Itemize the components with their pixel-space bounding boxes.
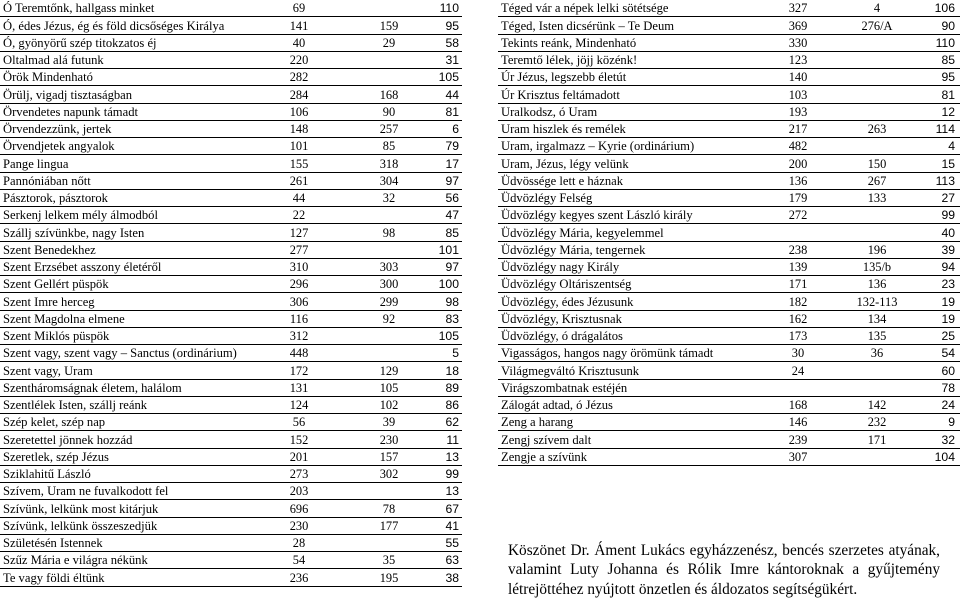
hymn-number-primary: 106: [289, 104, 309, 119]
page-number: 40: [941, 225, 955, 240]
index-row: [0, 190, 462, 207]
index-row: [0, 552, 462, 569]
index-row: [0, 380, 462, 397]
hymn-number-secondary: 300: [379, 277, 399, 292]
hymn-number-secondary: 136: [867, 277, 887, 292]
hymn-number-primary: 172: [289, 363, 309, 378]
hymn-number-secondary: 168: [379, 87, 399, 102]
index-row: [0, 483, 462, 500]
hymn-title: Szívünk, lelkünk most kitárjuk: [3, 501, 159, 516]
index-row: [0, 466, 462, 483]
hymn-title: Szent Miklós püspök: [3, 329, 110, 343]
page-number: 62: [445, 415, 459, 430]
index-row: [0, 500, 462, 517]
hymn-title: Szívünk, lelkünk összeszedjük: [3, 518, 158, 533]
page-number: 105: [438, 70, 459, 85]
hymn-number-secondary: 318: [379, 156, 399, 171]
hymn-title: Szent Benedekhez: [3, 242, 96, 257]
hymn-title: Szent Gellért püspök: [3, 277, 109, 292]
index-row: [498, 173, 960, 190]
index-row: [498, 224, 960, 241]
index-row: [0, 173, 462, 190]
hymn-number-secondary: 135/b: [862, 260, 892, 274]
hymn-title: Tekints reánk, Mindenható: [501, 35, 637, 50]
page-number: 11: [446, 432, 459, 447]
hymn-number-primary: 369: [788, 18, 808, 33]
hymn-title: Vigasságos, hangos nagy örömünk támadt: [501, 346, 714, 361]
index-row: [498, 276, 960, 293]
page-number: 4: [948, 139, 955, 154]
index-row: [0, 414, 462, 431]
hymn-number-primary: 127: [289, 225, 309, 240]
index-row: [498, 293, 960, 310]
page-number: 90: [941, 18, 955, 33]
hymn-title: Szállj szívünkbe, nagy Isten: [3, 225, 145, 240]
hymn-number-primary: 139: [788, 260, 808, 274]
hymn-number-primary: 284: [289, 87, 309, 102]
hymn-number-primary: 152: [289, 432, 309, 447]
hymn-title: Teremtő lélek, jöjj közénk!: [501, 53, 638, 67]
index-row: [0, 328, 462, 345]
index-row: [0, 293, 462, 310]
hymn-title: Örülj, vigadj tisztaságban: [3, 87, 133, 102]
index-row: [498, 242, 960, 259]
hymn-number-primary: 448: [289, 346, 309, 361]
hymn-title: Uralkodsz, ó Uram: [501, 104, 598, 119]
page-number: 25: [941, 329, 955, 343]
hymn-number-primary: 123: [788, 53, 808, 67]
hymn-number-primary: 239: [788, 432, 808, 447]
index-row: [0, 0, 462, 17]
hymn-number-primary: 272: [788, 208, 808, 223]
index-row: [498, 414, 960, 431]
page-number: 41: [445, 518, 459, 533]
index-row: [0, 138, 462, 155]
hymn-title: Pange lingua: [3, 156, 69, 171]
hymn-number-secondary: 36: [870, 346, 884, 361]
hymn-title: Üdvözlégy Felség: [501, 191, 593, 205]
index-row: [0, 449, 462, 466]
hymn-number-primary: 306: [289, 294, 309, 309]
hymn-number-primary: 179: [788, 191, 808, 205]
hymn-title: Szent Imre herceg: [3, 294, 95, 309]
hymn-number-primary: 296: [289, 277, 309, 292]
index-row: [0, 276, 462, 293]
hymn-number-primary: 101: [289, 139, 309, 154]
hymn-number-primary: 141: [289, 18, 309, 33]
index-row: [498, 190, 960, 207]
hymn-number-primary: 171: [788, 277, 808, 292]
hymn-number-primary: 155: [289, 156, 309, 171]
hymn-title: Üdvözlégy Mária, tengernek: [501, 242, 646, 257]
index-row: [0, 259, 462, 276]
page-number: 97: [445, 173, 459, 188]
hymn-number-primary: 220: [289, 53, 309, 67]
hymn-title: Zeng a harang: [501, 415, 574, 430]
page-number: 100: [438, 277, 459, 292]
index-row: [0, 311, 462, 328]
hymn-number-primary: 103: [788, 87, 808, 102]
page-number: 86: [445, 398, 459, 412]
hymn-number-primary: 148: [289, 122, 309, 136]
hymn-title: Uram, irgalmazz – Kyrie (ordinárium): [501, 139, 695, 154]
hymn-number-primary: 28: [292, 536, 306, 550]
hymn-title: Uram hiszlek és remélek: [501, 122, 626, 136]
hymn-number-primary: 146: [788, 415, 808, 430]
page-number: 27: [941, 191, 955, 205]
page-number: 99: [445, 467, 459, 481]
index-row: [498, 380, 960, 397]
hymn-number-secondary: 177: [379, 518, 399, 533]
page-number: 6: [452, 122, 459, 136]
page-number: 110: [439, 1, 459, 16]
hymn-number-primary: 282: [289, 70, 309, 85]
index-row: [0, 121, 462, 138]
page-number: 55: [445, 536, 459, 550]
hymn-title: Szűz Mária e világra nékünk: [3, 553, 148, 568]
page-number: 79: [445, 139, 459, 154]
hymn-number-primary: 173: [788, 329, 808, 343]
hymn-number-primary: 261: [289, 173, 309, 188]
index-column-right: [498, 0, 960, 466]
index-row: [0, 104, 462, 121]
page-number: 113: [935, 173, 955, 188]
hymn-number-primary: 69: [292, 1, 306, 16]
page-number: 89: [445, 380, 459, 395]
page-number: 39: [941, 242, 955, 257]
page-number: 63: [445, 553, 459, 568]
hymn-title: Örvendetes napunk támadt: [3, 104, 138, 119]
page-number: 104: [934, 449, 955, 464]
page-number: 31: [445, 53, 459, 67]
hymn-title: Téged vár a népek lelki sötétsége: [501, 1, 669, 16]
index-row: [498, 259, 960, 276]
hymn-number-secondary: 196: [867, 242, 887, 257]
hymn-title: Szent vagy, szent vagy – Sanctus (ordinárium): [3, 346, 237, 361]
hymn-number-primary: 24: [791, 363, 805, 378]
index-row: [0, 52, 462, 69]
hymn-title: Születésén Istennek: [3, 536, 103, 550]
hymn-title: Úr Jézus, legszebb életút: [501, 70, 627, 85]
page-number: 58: [445, 35, 459, 50]
hymn-number-primary: 230: [289, 518, 309, 533]
page-number: 54: [941, 346, 955, 361]
hymn-title: Ó, gyönyörű szép titokzatos éj: [3, 35, 157, 50]
hymn-number-secondary: 230: [379, 432, 399, 447]
hymn-number-primary: 312: [289, 329, 309, 343]
hymn-title: Üdvössége lett e háznak: [501, 173, 624, 188]
hymn-number-secondary: 171: [867, 432, 887, 447]
page-number: 23: [941, 277, 955, 292]
page-number: 13: [445, 449, 459, 464]
hymn-title: Üdvözlégy nagy Király: [501, 260, 620, 274]
hymn-number-secondary: 133: [867, 191, 887, 205]
hymn-number-primary: 56: [292, 415, 306, 430]
index-row: [0, 35, 462, 52]
hymn-number-primary: 217: [788, 122, 808, 136]
page-number: 114: [935, 122, 955, 136]
index-row: [0, 362, 462, 379]
index-row: [498, 328, 960, 345]
page-number: 85: [941, 53, 955, 67]
index-row: [0, 155, 462, 172]
hymn-number-secondary: 132-113: [856, 294, 898, 309]
hymn-number-primary: 30: [791, 346, 805, 361]
hymn-number-primary: 330: [788, 35, 808, 50]
index-row: [498, 449, 960, 466]
hymn-number-secondary: 98: [382, 225, 396, 240]
page-number: 106: [934, 1, 955, 16]
hymn-number-secondary: 232: [867, 415, 887, 430]
index-row: [498, 207, 960, 224]
page-number: 85: [445, 225, 459, 240]
index-row: [498, 311, 960, 328]
hymn-number-primary: 124: [289, 398, 309, 412]
index-row: [0, 242, 462, 259]
page-number: 60: [941, 363, 955, 378]
hymn-number-secondary: 102: [379, 398, 399, 412]
hymn-title: Üdvözlégy Oltáriszentség: [501, 277, 632, 292]
index-row: [498, 345, 960, 362]
hymn-title: Szép kelet, szép nap: [3, 415, 106, 430]
hymn-number-secondary: 304: [379, 173, 399, 188]
hymn-number-primary: 277: [289, 242, 309, 257]
index-row: [498, 35, 960, 52]
page-number: 83: [445, 311, 459, 326]
index-row: [498, 86, 960, 103]
hymn-number-primary: 273: [289, 467, 309, 481]
index-row: [0, 17, 462, 34]
hymn-title: Serkenj lelkem mély álmodból: [3, 208, 158, 223]
page-number: 17: [445, 156, 459, 171]
hymn-title: Úr Krisztus feltámadott: [501, 87, 620, 102]
index-row: [0, 207, 462, 224]
hymn-number-secondary: 4: [873, 1, 881, 16]
page-number: 15: [941, 156, 955, 171]
hymn-number-secondary: 159: [379, 18, 399, 33]
hymn-number-primary: 696: [289, 501, 309, 516]
hymn-number-primary: 54: [292, 553, 306, 568]
hymn-title: Pásztorok, pásztorok: [3, 191, 108, 205]
hymn-number-secondary: 195: [379, 570, 399, 585]
hymn-number-secondary: 257: [379, 122, 399, 136]
hymn-number-secondary: 142: [867, 398, 887, 412]
hymn-title: Ó Teremtőnk, hallgass minket: [3, 1, 155, 16]
hymn-title: Ó, édes Jézus, ég és föld dicsőséges Királya: [3, 18, 225, 33]
hymn-title: Szent Magdolna elmene: [3, 311, 125, 326]
page-number: 81: [941, 87, 955, 102]
hymn-number-secondary: 105: [379, 380, 399, 395]
page-number: 97: [445, 260, 459, 274]
hymn-title: Szeretlek, szép Jézus: [3, 449, 109, 464]
hymn-number-secondary: 157: [379, 449, 399, 464]
hymn-number-secondary: 299: [379, 294, 399, 309]
hymn-title: Üdvözlégy Mária, kegyelemmel: [501, 225, 664, 240]
hymn-title: Téged, Isten dicsérünk – Te Deum: [501, 18, 675, 33]
page-number: 24: [941, 398, 955, 412]
page-number: 95: [941, 70, 955, 85]
hymn-title: Zengje a szívünk: [501, 449, 588, 464]
index-row: [0, 569, 462, 586]
index-row: [498, 431, 960, 448]
hymn-number-primary: 44: [292, 191, 306, 205]
hymn-number-secondary: 135: [867, 329, 887, 343]
page-number: 19: [941, 311, 955, 326]
hymn-title: Üdvözlégy, ó drágalátos: [501, 329, 623, 343]
index-row: [498, 121, 960, 138]
hymn-number-secondary: 92: [382, 311, 396, 326]
index-row: [498, 69, 960, 86]
hymn-title: Sziklahitű László: [3, 467, 91, 481]
hymn-number-primary: 136: [788, 173, 808, 188]
index-row: [0, 518, 462, 535]
hymn-number-secondary: 78: [382, 501, 396, 516]
hymn-number-primary: 22: [292, 208, 306, 223]
hymn-title: Örvendezzünk, jertek: [3, 122, 112, 136]
hymn-number-secondary: 134: [867, 311, 887, 326]
page-number: 19: [941, 294, 955, 309]
page-number: 95: [445, 18, 459, 33]
hymn-title: Szent Erzsébet asszony életéről: [3, 260, 162, 274]
page-number: 56: [445, 191, 459, 205]
hymn-number-secondary: 302: [379, 467, 399, 481]
hymn-number-secondary: 267: [867, 173, 887, 188]
hymn-number-primary: 307: [788, 449, 808, 464]
hymn-title: Szeretettel jönnek hozzád: [3, 432, 133, 447]
page-number: 67: [445, 501, 459, 516]
hymn-title: Világmegváltó Krisztusunk: [501, 363, 640, 378]
page-number: 44: [445, 87, 459, 102]
page-number: 18: [445, 363, 459, 378]
hymn-number-primary: 236: [289, 570, 309, 585]
hymn-number-primary: 168: [788, 398, 808, 412]
index-row: [0, 86, 462, 103]
hymn-number-secondary: 150: [867, 156, 887, 171]
index-row: [498, 138, 960, 155]
page-number: 94: [941, 260, 955, 274]
index-row: [498, 17, 960, 34]
index-row: [0, 69, 462, 86]
hymn-title: Oltalmad alá futunk: [3, 53, 104, 67]
index-row: [498, 0, 960, 17]
hymn-title: Szívem, Uram ne fuvalkodott fel: [3, 484, 169, 499]
page-number: 101: [438, 242, 459, 257]
index-row: [0, 535, 462, 552]
hymn-number-primary: 203: [289, 484, 309, 499]
page-number: 12: [941, 104, 955, 119]
page-number: 38: [445, 570, 459, 585]
hymn-title: Üdvözlégy kegyes szent László király: [501, 208, 693, 223]
hymn-number-primary: 116: [289, 311, 309, 326]
page-number: 32: [941, 432, 955, 447]
hymn-number-secondary: 276/A: [861, 18, 893, 33]
hymn-title: Uram, Jézus, légy velünk: [501, 156, 629, 171]
acknowledgement-text: Köszönet Dr. Áment Lukács egyházzenész, bencés szerzetes atyának, valamint Luty Johanna és Rólik Imre kántoroknak a gyűjtemény létrejöttéhez nyújtott önzetlen és áldozatos segítségükért.: [508, 542, 940, 598]
hymn-number-secondary: 35: [382, 553, 396, 568]
hymn-number-secondary: 32: [382, 191, 396, 205]
hymn-number-primary: 327: [788, 1, 808, 16]
hymn-number-primary: 40: [292, 35, 306, 50]
hymn-number-secondary: 85: [382, 139, 396, 154]
hymn-title: Szentlélek Isten, szállj reánk: [3, 398, 148, 412]
hymn-title: Üdvözlégy, Krisztusnak: [501, 311, 622, 326]
hymn-title: Virágszombatnak estéjén: [501, 380, 628, 395]
hymn-title: Üdvözlégy, édes Jézusunk: [501, 294, 634, 309]
hymn-number-primary: 193: [788, 104, 808, 119]
hymn-number-primary: 131: [289, 380, 309, 395]
page-number: 5: [452, 346, 459, 361]
hymn-number-secondary: 29: [382, 35, 396, 50]
index-column-left: [0, 0, 462, 587]
hymn-title: Szent vagy, Uram: [3, 363, 93, 378]
page-number: 9: [948, 415, 955, 430]
hymn-number-primary: 182: [788, 294, 808, 309]
index-row: [498, 397, 960, 414]
page-number: 47: [445, 208, 459, 223]
hymn-title: Te vagy földi éltünk: [3, 570, 105, 585]
index-row: [0, 431, 462, 448]
hymn-title: Zálogát adtad, ó Jézus: [501, 398, 613, 412]
page-number: 110: [935, 35, 955, 50]
page-number: 99: [941, 208, 955, 223]
hymn-number-secondary: 263: [867, 122, 887, 136]
page-number: 13: [445, 484, 459, 499]
hymn-number-secondary: 39: [382, 415, 396, 430]
hymn-number-primary: 140: [788, 70, 808, 85]
index-row: [0, 345, 462, 362]
index-row: [498, 104, 960, 121]
hymn-title: Pannóniában nőtt: [3, 173, 91, 188]
hymn-number-primary: 162: [788, 311, 808, 326]
hymn-title: Örök Mindenható: [3, 70, 93, 85]
page-number: 98: [445, 294, 459, 309]
index-row: [0, 224, 462, 241]
hymn-number-secondary: 90: [382, 104, 396, 119]
hymn-title: Szentháromságnak életem, halálom: [3, 380, 182, 395]
hymn-number-primary: 200: [788, 156, 808, 171]
index-row: [0, 397, 462, 414]
index-row: [498, 52, 960, 69]
hymn-number-primary: 482: [788, 139, 808, 154]
page-number: 78: [941, 380, 955, 395]
index-row: [498, 362, 960, 379]
page-number: 105: [438, 329, 459, 343]
page-number: 81: [445, 104, 459, 119]
hymn-number-secondary: 129: [379, 363, 399, 378]
hymn-number-secondary: 303: [379, 260, 399, 274]
hymn-number-primary: 201: [289, 449, 309, 464]
hymn-title: Örvendjetek angyalok: [3, 139, 115, 154]
hymn-number-primary: 310: [289, 260, 309, 274]
index-row: [498, 155, 960, 172]
hymn-title: Zengj szívem dalt: [501, 432, 592, 447]
hymn-number-primary: 238: [788, 242, 808, 257]
